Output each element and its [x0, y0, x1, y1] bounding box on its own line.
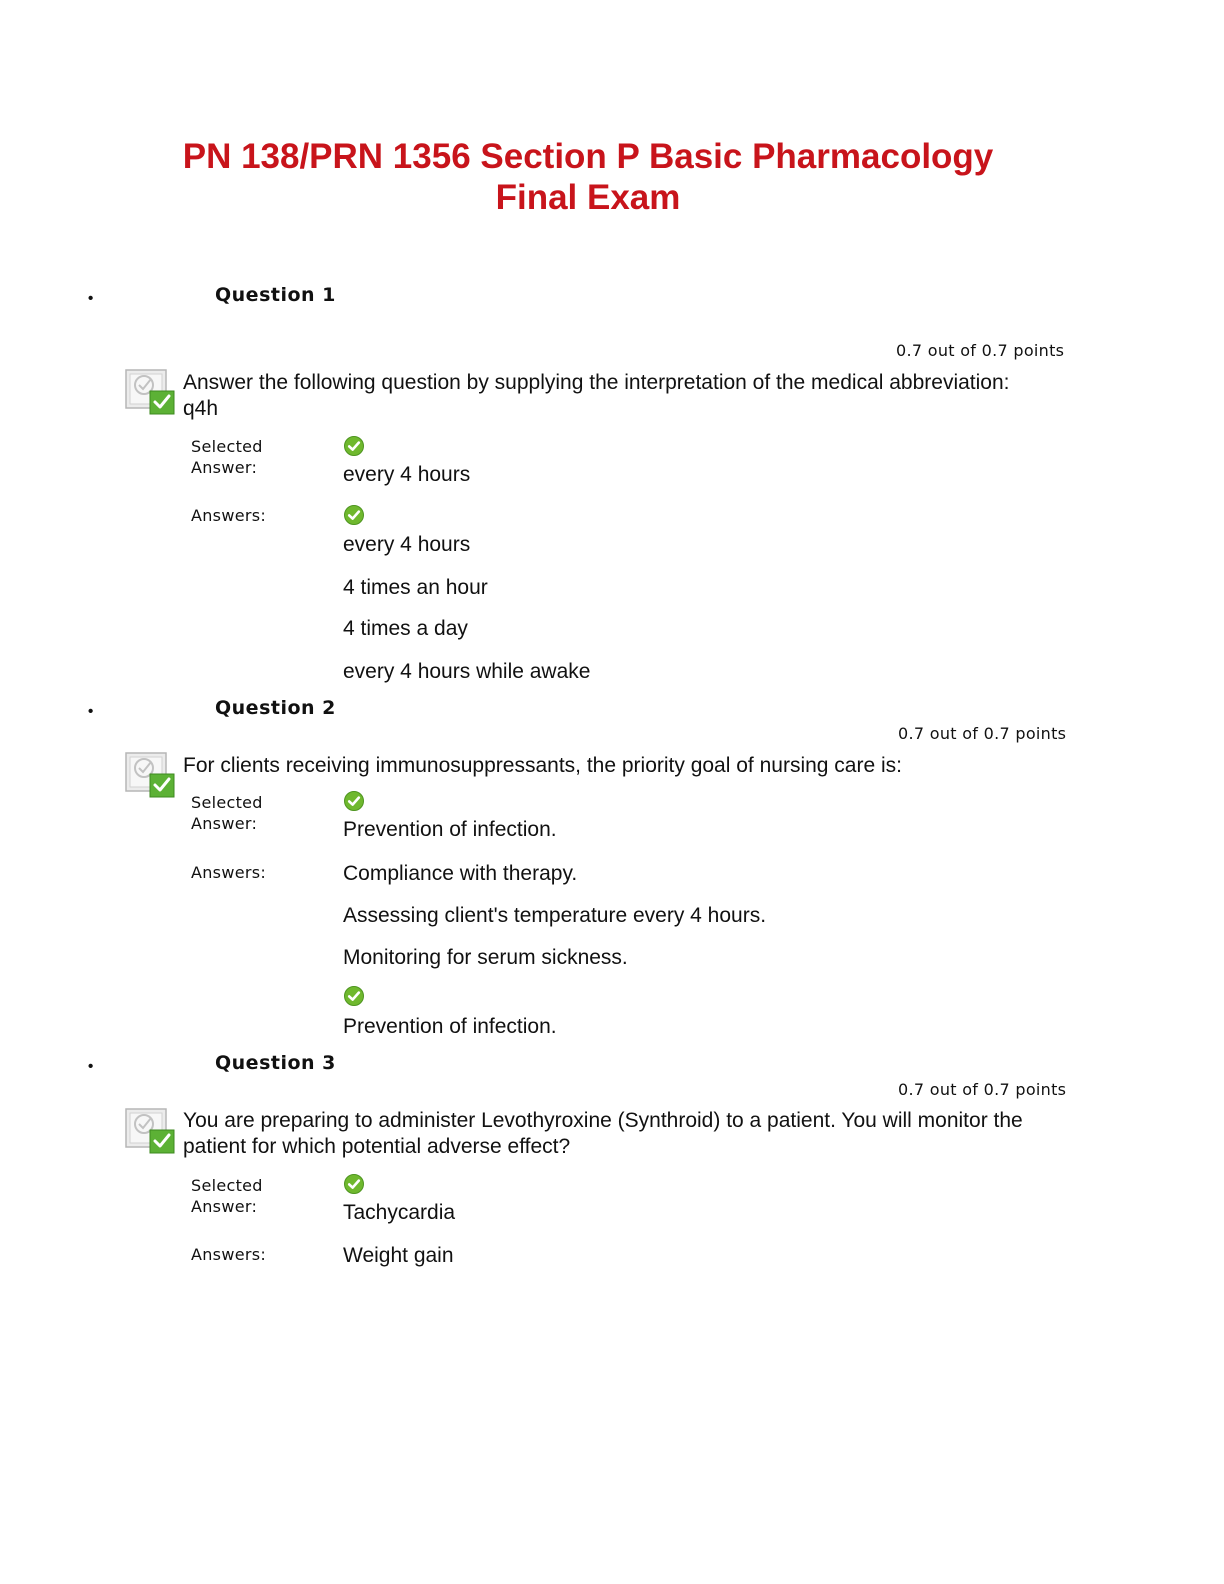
answers-label: Answers:: [191, 863, 267, 882]
question-text: For clients receiving immunosuppressants, the priority goal of nursing care is:: [183, 754, 902, 777]
answer-option: every 4 hours while awake: [343, 660, 591, 683]
correct-check-icon: [343, 1173, 365, 1195]
answer-option: 4 times an hour: [343, 576, 488, 599]
correct-check-icon: [343, 504, 365, 526]
question-heading[interactable]: Question 2: [215, 697, 336, 719]
bullet-icon: •: [88, 1058, 94, 1075]
selected-answer-label: Selected Answer:: [191, 437, 263, 477]
selected-answer-label: Selected Answer:: [191, 793, 263, 833]
correct-check-icon: [343, 435, 365, 457]
bullet-icon: •: [88, 703, 94, 720]
question-text: You are preparing to administer Levothyroxine (Synthroid) to a patient. You will monitor the patient for which potential adverse effect?: [183, 1109, 1023, 1158]
answer-option: Prevention of infection.: [343, 1015, 557, 1038]
answer-option: Weight gain: [343, 1244, 454, 1267]
exam-title-line1: PN 138/PRN 1356 Section P Basic Pharmacology: [182, 137, 994, 176]
answer-option: 4 times a day: [343, 617, 468, 640]
question-points: 0.7 out of 0.7 points: [898, 1080, 1067, 1099]
correct-check-icon: [343, 985, 365, 1007]
selected-answer-label: Selected Answer:: [191, 1176, 263, 1216]
graded-correct-icon: [124, 366, 176, 416]
exam-title-line2: Final Exam: [495, 178, 681, 217]
selected-answer: every 4 hours: [343, 463, 471, 486]
correct-check-icon: [343, 790, 365, 812]
question-points: 0.7 out of 0.7 points: [898, 724, 1067, 743]
selected-answer: Prevention of infection.: [343, 818, 557, 841]
answer-option: Monitoring for serum sickness.: [343, 946, 628, 969]
question-heading[interactable]: Question 3: [215, 1052, 336, 1074]
answer-option: Compliance with therapy.: [343, 862, 578, 885]
selected-answer: Tachycardia: [343, 1201, 456, 1224]
graded-correct-icon: [124, 749, 176, 799]
exam-title: [0, 136, 1176, 218]
question-text: Answer the following question by supplying the interpretation of the medical abbreviation: q4h: [183, 371, 1010, 420]
bullet-icon: •: [88, 290, 94, 307]
answers-label: Answers:: [191, 1245, 267, 1264]
answer-option: Assessing client's temperature every 4 hours.: [343, 904, 767, 927]
answer-option: every 4 hours: [343, 533, 471, 556]
question-heading[interactable]: Question 1: [215, 284, 336, 306]
question-points: 0.7 out of 0.7 points: [896, 341, 1065, 360]
answers-label: Answers:: [191, 506, 267, 525]
graded-correct-icon: [124, 1105, 176, 1155]
